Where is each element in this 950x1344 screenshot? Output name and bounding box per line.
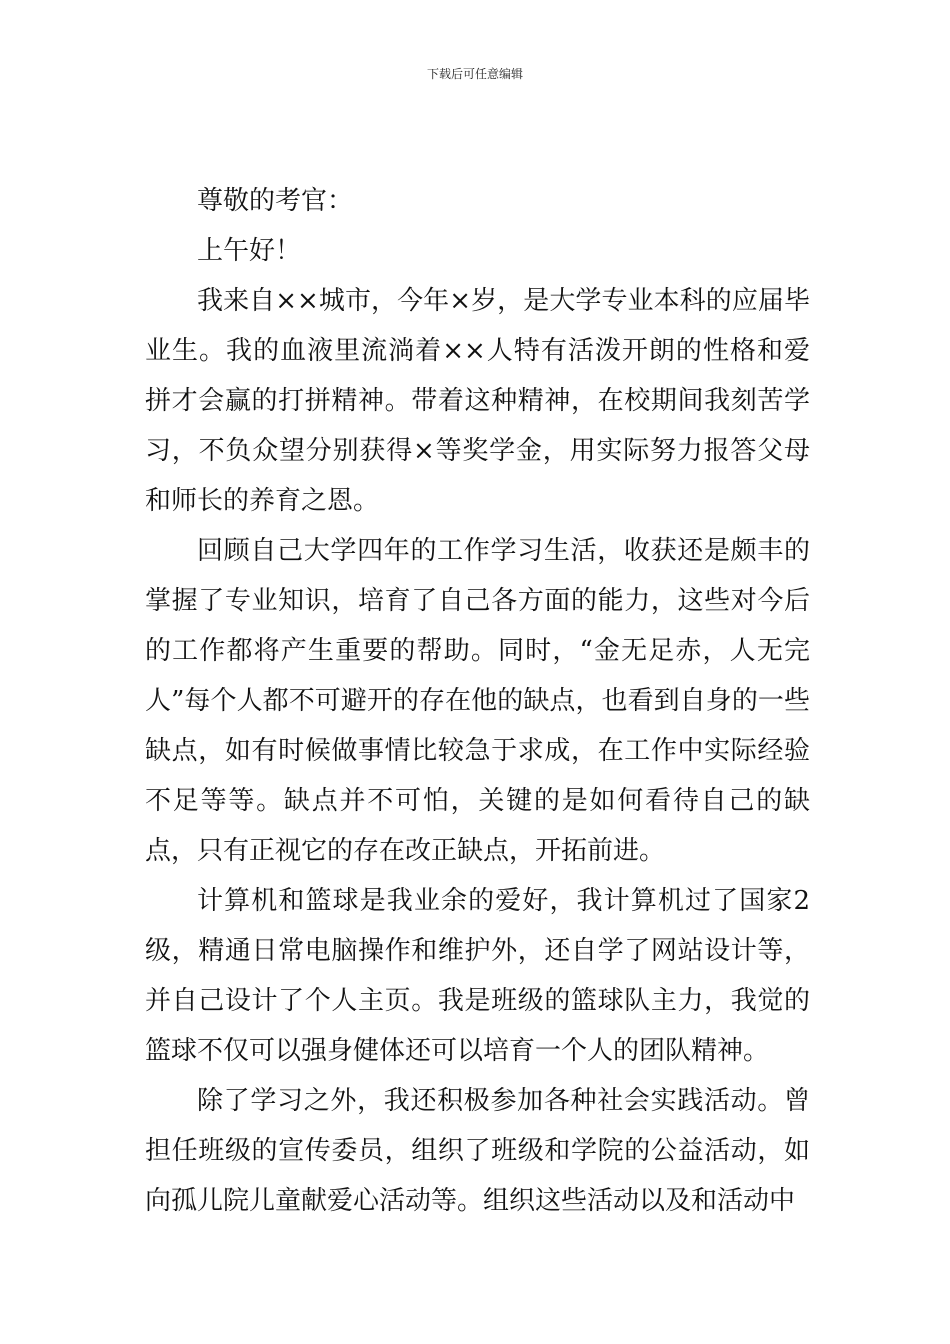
paragraph-hobbies: 计算机和篮球是我业余的爱好，我计算机过了国家2级，精通日常电脑操作和维护外，还自学了网站设计等，并自己设计了个人主页。我是班级的篮球队主力，我觉的篮球不仅可以强身健体还可以培育一个人的团队精神。 [145, 886, 810, 1066]
paragraph-intro: 我来自××城市，今年×岁，是大学专业本科的应届毕业生。我的血液里流淌着××人特有活泼开朗的性格和爱拼才会赢的打拼精神。带着这种精神，在校期间我刻苦学习，不负众望分别获得×等奖学金，用实际努力报答父母和师长的养育之恩。 [145, 286, 810, 516]
document-body [145, 176, 810, 1226]
paragraph-university-review: 回顾自己大学四年的工作学习生活，收获还是颇丰的掌握了专业知识，培育了自己各方面的能力，这些对今后的工作都将产生重要的帮助。同时，“金无足赤，人无完人”每个人都不可避开的存在他的缺点，也看到自身的一些缺点，如有时候做事情比较急于求成，在工作中实际经验不足等等。缺点并不可怕，关键的是如何看待自己的缺点，只有正视它的存在改正缺点，开拓前进。 [145, 536, 810, 866]
paragraph-activities: 除了学习之外，我还积极参加各种社会实践活动。曾担任班级的宣传委员，组织了班级和学院的公益活动，如向孤儿院儿童献爱心活动等。组织这些活动以及和活动中 [145, 1086, 810, 1216]
salutation: 尊敬的考官： [197, 186, 354, 216]
page-header-note: 下载后可任意编辑 [426, 67, 523, 81]
greeting: 上午好！ [197, 236, 302, 266]
